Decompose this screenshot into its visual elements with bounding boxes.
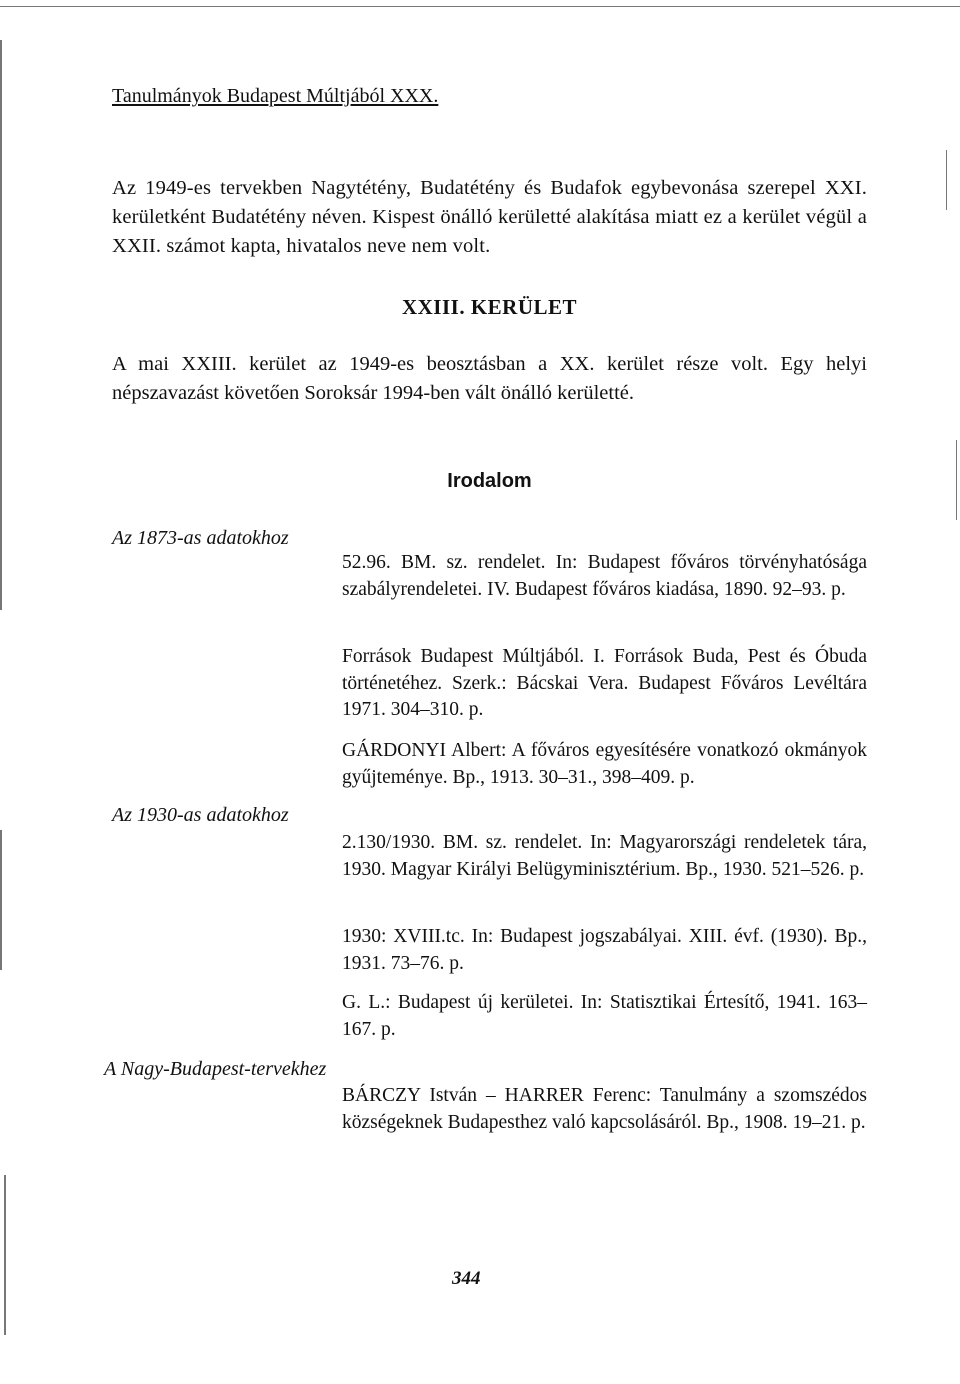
reference-item: 52.96. BM. sz. rendelet. In: Budapest főváros törvényhatósága szabályrendeletei. IV. Budapest főváros kiadása, 1890. 92–93. p.	[342, 552, 867, 600]
scan-edge-line	[0, 6, 960, 7]
scan-edge-line	[0, 40, 2, 610]
section-heading: XXIII. KERÜLET	[401, 295, 578, 319]
section-paragraph: A mai XXIII. kerület az 1949-es beosztásban a XX. kerület része volt. Egy helyi népszavazást követően Soroksár 1994-ben vált önálló kerületté.	[112, 353, 867, 404]
reference-item: 2.130/1930. BM. sz. rendelet. In: Magyarországi rendeletek tára, 1930. Magyar Királyi Belügyminisztérium. Bp., 1930. 521–526. p.	[342, 832, 867, 880]
page-number: 344	[452, 1268, 481, 1289]
running-header: Tanulmányok Budapest Múltjából XXX.	[112, 85, 439, 107]
scan-edge-line	[4, 1175, 6, 1335]
intro-paragraph: Az 1949-es tervekben Nagytétény, Budatétény és Budafok egybevonása szerepel XXI. kerületként Budatétény néven. Kispest önálló kerületté alakítása miatt ez a kerület végül a XXII. számot kapta, hivatalos neve nem volt.	[112, 177, 867, 257]
group-label-1873: Az 1873-as adatokhoz	[112, 527, 289, 549]
scan-edge-line	[0, 830, 2, 970]
reference-item: Források Budapest Múltjából. I. Források Buda, Pest és Óbuda történetéhez. Szerk.: Bácskai Vera. Budapest Főváros Levéltára 1971. 304–310. p.	[342, 646, 867, 720]
reference-item: 1930: XVIII.tc. In: Budapest jogszabályai. XIII. évf. (1930). Bp., 1931. 73–76. p.	[342, 926, 867, 974]
reference-item: BÁRCZY István – HARRER Ferenc: Tanulmány a szomszédos községeknek Budapesthez való kapcsolásáról. Bp., 1908. 19–21. p.	[342, 1085, 867, 1133]
reference-item: G. L.: Budapest új kerületei. In: Statisztikai Értesítő, 1941. 163–167. p.	[342, 992, 867, 1040]
scan-edge-line	[946, 150, 947, 210]
reference-item: GÁRDONYI Albert: A főváros egyesítésére vonatkozó okmányok gyűjteménye. Bp., 1913. 30–31., 398–409. p.	[342, 740, 867, 788]
group-label-1930: Az 1930-as adatokhoz	[112, 804, 289, 826]
literature-heading: Irodalom	[447, 470, 532, 492]
scan-edge-line	[956, 440, 957, 520]
group-label-greater-budapest: A Nagy-Budapest-tervekhez	[104, 1058, 327, 1080]
